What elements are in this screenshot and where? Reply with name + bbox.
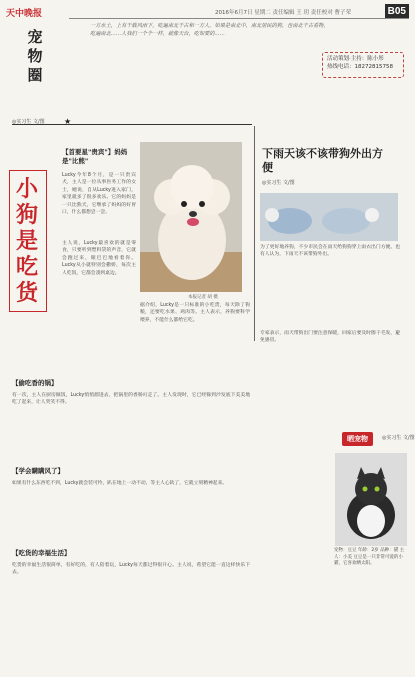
section-text-tricks: 如果有什么东西吃不到，Lucky就会装可怜，趴在地上一动不动，等主人心软了，它就立刻精神起来。	[12, 481, 228, 486]
story-col-1: Lucky今年8个月，是一只贵宾犬，主人是一位从事医务工作的女士，她说，自从Lucky进入家门，家里就多了很多欢乐。它的妈妈是一只比熊犬，它继承了妈妈的好胃口，什么都想尝一尝。	[62, 173, 136, 216]
story-divider	[12, 124, 252, 125]
section-head-stealing: 【偷吃香的锅】	[12, 379, 58, 387]
rain-dogs-photo	[260, 193, 398, 241]
show-pet-reporter: ◎实习生 文/图	[382, 435, 415, 441]
top-divider	[69, 18, 409, 19]
story-col-3: 据介绍，Lucky是一只标准的小吃货，每天除了狗粮，还要吃水果、鸡肉等。主人表示，养狗要科学喂养，不能什么都给它吃。	[140, 303, 250, 323]
hotline-line: 热线电话：18272815758	[327, 64, 393, 70]
hotline-box	[322, 52, 404, 78]
section-head-tricks: 【学会瞒瞒风了】	[12, 467, 64, 475]
section-head-happy: 【吃货的幸福生活】	[12, 549, 71, 557]
poodle-photo	[140, 142, 242, 292]
intro-lead: 一方水土，上有千载风雨下，吃遍南北千古和一方人。如果是南北中，南北居民的狗，也南北千古看物，吃遍南北……人我们一个个一样，就像天台，吃如要的……	[90, 23, 329, 37]
photo-caption: 本报记者 胡 摄	[188, 295, 218, 300]
star-icon: ★	[64, 117, 72, 126]
story-col-2: 主人说，Lucky最喜欢的就是零食，只要听到塑料袋的声音，它就会跑过来，眼巴巴地看着你。Lucky从小就特别会撒娇，每次主人吃饭，它都会凑到桌边。	[62, 241, 136, 276]
planner-line: 活动策划·主持：陈小彤	[327, 56, 384, 62]
issue-meta: 2016年6月7日 星期二 责任编辑 王 玥 责任校对 曹子荣	[215, 10, 351, 16]
column-divider	[254, 126, 255, 341]
story-title: 小狗是吃货	[15, 176, 38, 306]
pet-info: 宠物：豆豆 年龄：2岁 品种：猫 主人：小美 豆豆是一只非常可爱的小猫，它喜欢晒太阳。	[334, 548, 405, 566]
rain-story-text-1: 为了更好地养狗，不少市民会在雨天给狗狗穿上雨衣出门方便。也有人认为，下雨天不该带狗外出。	[260, 245, 400, 258]
section-text-happy: 吃货的幸福生活很简单，有好吃的，有人陪着玩，Lucky每天都过得很开心。主人说，希望它能一直这样快乐下去。	[12, 563, 250, 576]
rain-story-title: 下雨天该不该带狗外出方便	[262, 147, 383, 174]
section-text-stealing: 有一次，主人在厨房做饭，Lucky悄悄溜进去，把锅里的香肠叼走了。主人发现时，它已经躲到沙发底下美美地吃了起来，让人哭笑不得。	[12, 393, 250, 406]
masthead	[6, 6, 66, 106]
rain-story-reporter: ◎实习生 文/图	[262, 180, 295, 186]
rain-story-text-2: 专家表示，雨天带狗出门要注意保暖，回家后要及时擦干毛发，避免感冒。	[260, 331, 400, 344]
cat-photo	[335, 453, 407, 546]
section-title: 宠 物 圈	[27, 28, 43, 84]
show-pet-tag: 晒宠物	[342, 432, 373, 446]
story-reporter: ◎实习生 文/图	[12, 119, 45, 125]
story-subhead: 【首要星"贵宾"】妈妈是"比熊"	[62, 148, 128, 165]
paper-logo: 天中晚报	[6, 9, 43, 19]
page-number: B05	[385, 4, 409, 19]
